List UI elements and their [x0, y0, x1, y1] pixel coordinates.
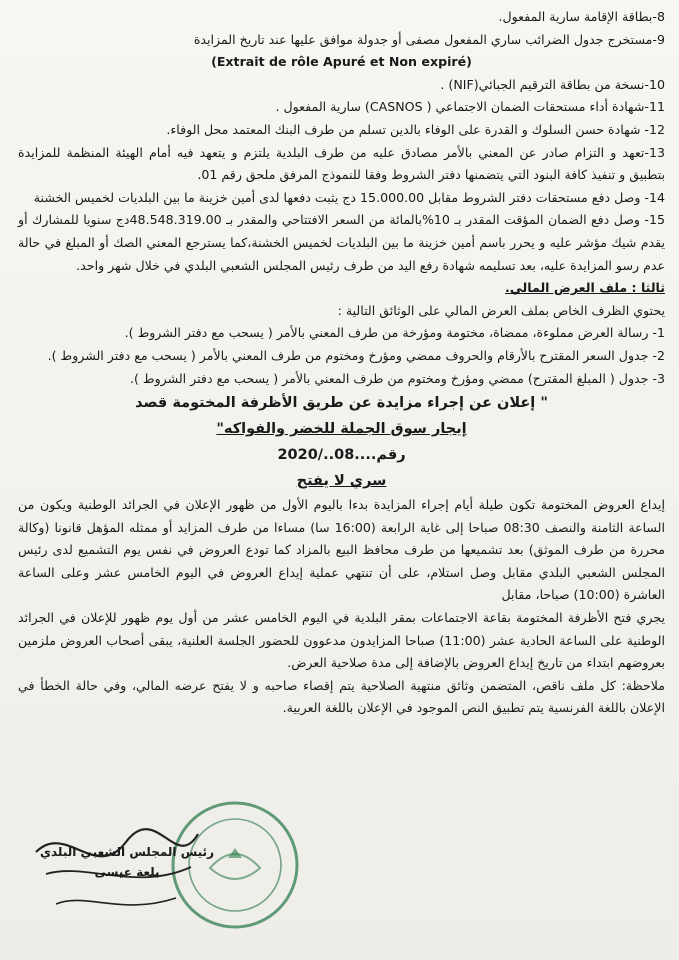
item-14: 14- وصل دفع مستحقات دفتر الشروط مقابل 15.000.00 دج يثبت دفعها لدى أمين خزينة ما بين البلديات لخميس الخشنة	[33, 189, 665, 205]
financial-heading: ثالثا : ملف العرض المالي.	[505, 280, 665, 296]
announcement-paragraph-1: إيداع العروض المختومة تكون طيلة أيام إجراء المزايدة بدءا باليوم الأول من ظهور الإعلان في الجرائد الوطنية ويكون من الساعة الثامنة والنصف 08:30 صباحا إلى غاية الرابعة (16:00 سا) مساءا من طرف المزايد أو ممثله المؤهل قانونا (وكالة محررة من طرف الموثق) بعد تشميعها من طرف محافظ البيع بالمزاد كما تودع العروض في نفس يوم التشميع لدى رئيس المجلس الشعبي البلدي مقابل وصل استلام، على أن تنتهي عملية إيداع العروض في اليوم الخامس عشر وعلى الساعة العاشرة (10:00) صباحا، مقابل	[18, 497, 666, 603]
item-15: 15- وصل دفع الضمان المؤقت المقدر بـ 10%بالمائة من السعر الافتتاحي والمقدر بـ 48.548.319.00دج سنويا للمشارك أو يقدم شيك مؤشر عليه و يحرر باسم أمين خزينة ما بين البلديات لخميس الخشنة،كما يسترجع المعني الصك أو المبلغ في حالة عدم رسو المزايدة عليه، بعد تسليمه شهادة رفع اليد من طرف رئيس المجلس الشعبي البلدي في خلال شهر واحد.	[18, 212, 665, 273]
signature-block	[22, 842, 232, 882]
announcement-paragraph-2: يجري فتح الأظرفة المختومة بقاعة الاجتماعات بمقر البلدية في اليوم الخامس عشر من أول يوم ظهور للإعلان في الجرائد الوطنية على الساعة الحادية عشر (11:00) صباحا المزايدون مدعوون للحضور الجلسة العلنية، يبقى أصحاب العروض ملزمين بعروضهم ابتداء من تاريخ إيداع العروض بالإضافة إلى مدة صلاحية العرض.	[18, 610, 665, 671]
note-paragraph: ملاحظة: كل ملف ناقص، المتضمن وثائق منتهية الصلاحية يتم إقصاء صاحبه و لا يفتح عرضه المالي، وفي حالة الخطأ في الإعلان باللغة الفرنسية يتم تطبيق النص الموجود في الإعلان باللغة العربية.	[18, 677, 665, 716]
document-body	[18, 6, 665, 720]
announcement-number: رقم....08../2020	[277, 447, 406, 464]
item-9-french: (Extrait de rôle Apuré et Non expiré)	[211, 54, 472, 70]
financial-item-2: 2- جدول السعر المقترح بالأرقام والحروف ممضي ومؤرخ ومختوم من طرف المعني بالأمر ( يسحب مع دفتر الشروط ).	[47, 347, 665, 363]
signature-name: بلعة عيسى	[94, 865, 160, 879]
financial-item-1: 1- رسالة العرض مملوءة، ممضاة، مختومة ومؤرخة من طرف المعني بالأمر ( يسحب مع دفتر الشروط ).	[124, 325, 665, 341]
financial-intro: يحتوي الظرف الخاص بملف العرض المالي على الوثائق التالية :	[337, 302, 665, 318]
item-9: 9-مستخرج جدول الضرائب ساري المفعول مصفى أو جدولة موافق عليها عند تاريخ المزايدة	[193, 31, 665, 47]
item-12: 12- شهادة حسن السلوك و القدرة على الوفاء بالدين تسلم من طرف البنك المعتمد محل الوفاء.	[166, 121, 665, 137]
announcement-title-2: إيجار سوق الجملة للخضر والفواكه"	[216, 421, 467, 438]
financial-item-3: 3- جدول ( المبلغ المقترح) ممضي ومؤرخ ومختوم من طرف المعني بالأمر ( يسحب مع دفتر الشروط ).	[130, 370, 665, 386]
item-13: 13-تعهد و التزام صادر عن المعني بالأمر مصادق عليه من طرف البلدية يلتزم و يتعهد فيه أمام الهيئة المنظمة للمزايدة بتطبيق و تنفيذ كافة البنود التي يتضمنها دفتر الشروط وفقا للنموذج المرفق ملحق رقم 01.	[18, 144, 665, 183]
item-10: 10-نسخة من بطاقة الترقيم الجبائي(NIF) .	[440, 76, 665, 92]
item-8: 8-بطاقة الإقامة سارية المفعول.	[498, 9, 665, 24]
signature-title: رئيس المجلس الشعبي البلدي	[40, 845, 214, 859]
item-11: 11-شهادة أداء مستحقات الضمان الاجتماعي ( CASNOS) سارية المفعول .	[275, 99, 665, 115]
announcement-title-1: " إعلان عن إجراء مزايدة عن طريق الأظرفة المختومة قصد	[135, 395, 548, 412]
secret-label: سري لا يفتح	[296, 473, 387, 490]
